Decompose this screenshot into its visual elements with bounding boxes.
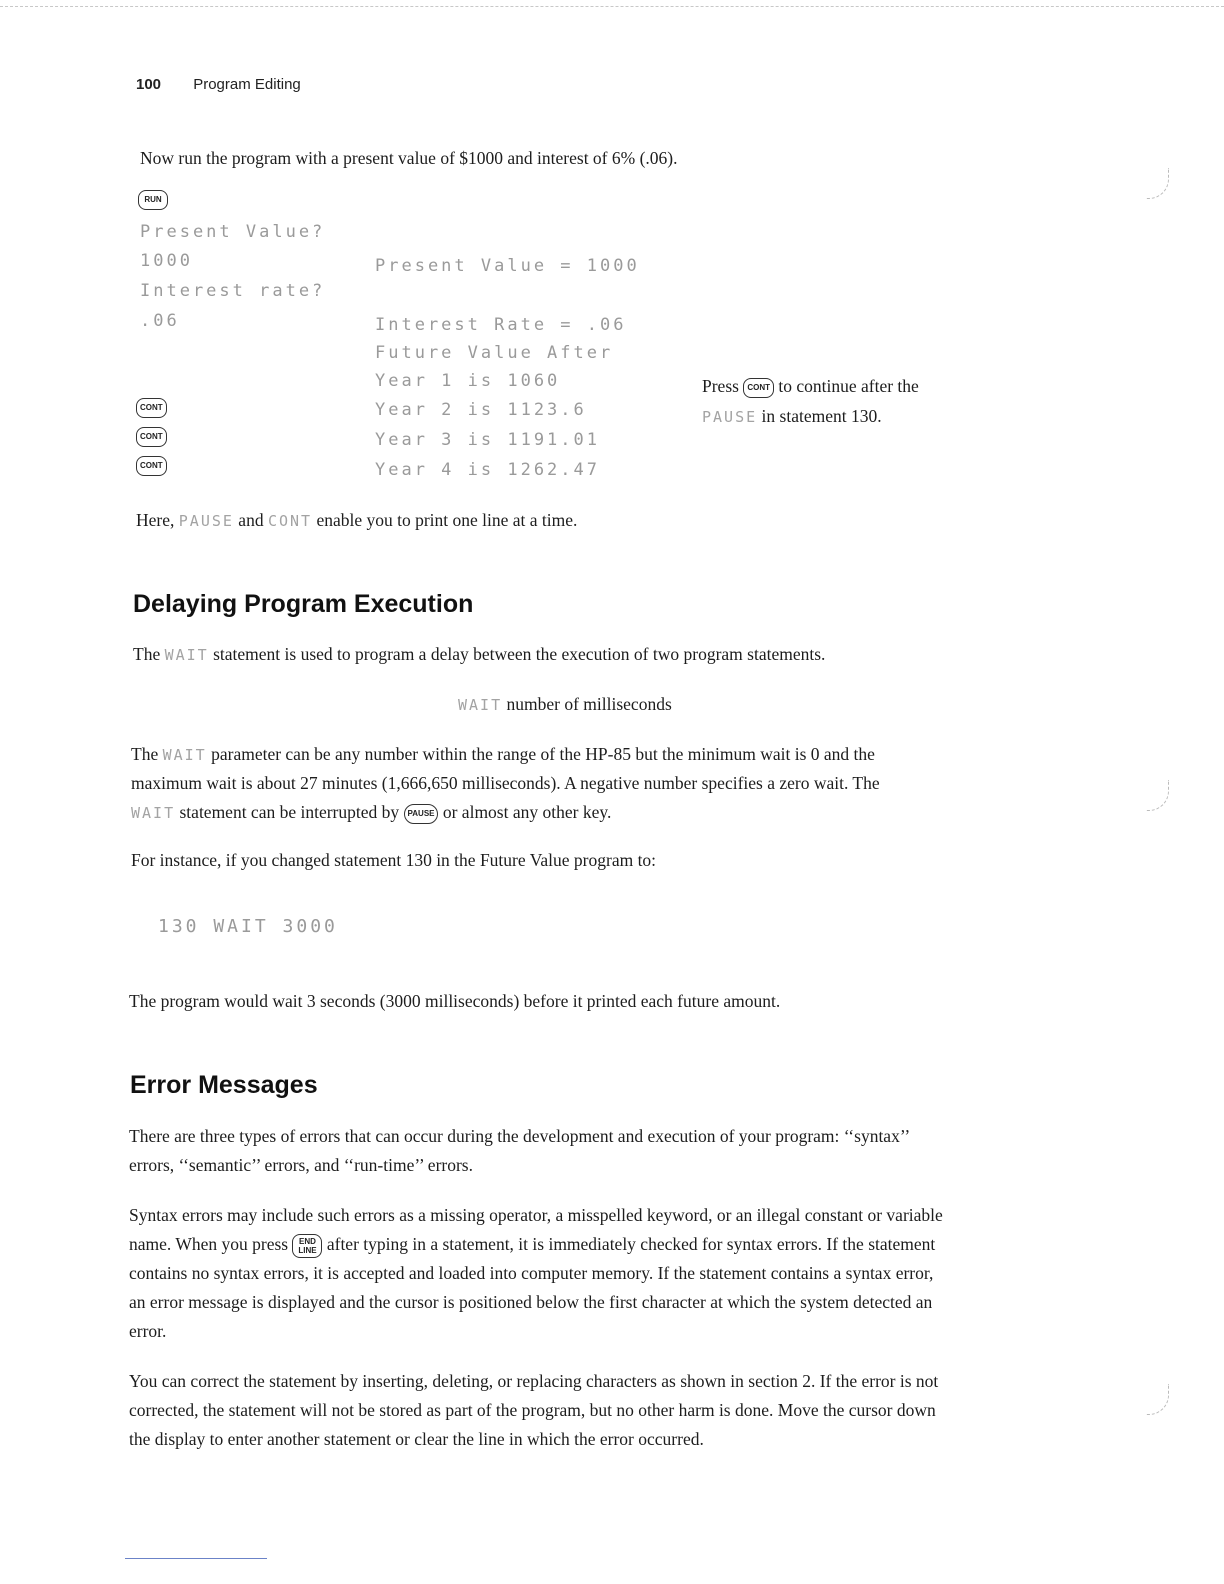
text-span: parameter can be any number within the range of the HP-85 but the minimum wait is 0 and the [211,744,875,764]
wait-keyword: WAIT [458,696,503,714]
correct-para-line2: corrected, the statement will not be stored as part of the program, but no other harm is done. Move the cursor down [129,1400,936,1420]
wait-keyword: WAIT [164,646,209,664]
intro-paragraph: Now run the program with a present value of $1000 and interest of 6% (.06). [140,148,678,168]
text-span: or almost any other key. [442,802,612,822]
side-note [702,372,919,401]
key-text: END [299,1236,316,1246]
cont-keyword: CONT [267,512,313,530]
text-span: statement can be interrupted by [179,802,400,822]
text-span: after typing in a statement, it is immediately checked for syntax errors. If the statement [326,1234,936,1254]
errors-para1-line2: errors, ‘‘semantic’’ errors, and ‘‘run-time’’ errors. [129,1155,473,1175]
page-header [136,76,301,93]
text-span: Here, [136,510,175,530]
wait-parameter-line1 [131,740,1031,770]
display-line: .06 [140,311,180,331]
cont-key-icon: CONT [136,398,167,418]
display-line: Year 3 is 1191.01 [375,430,600,450]
page-number: 100 [136,76,162,93]
display-line: Year 4 is 1262.47 [375,460,600,480]
text-span: The [131,744,159,764]
text-span: The [133,644,161,664]
cont-key-icon: CONT [743,378,774,398]
syntax-para-line3: contains no syntax errors, it is accepted and loaded into computer memory. If the statement contains a syntax error, [129,1263,934,1283]
margin-mark [1146,168,1169,199]
margin-mark [1146,1384,1169,1415]
display-line: Present Value? [140,222,326,242]
display-line: 1000 [140,251,193,271]
section-heading-errors: Error Messages [130,1071,318,1099]
scan-artifact-line [0,6,1224,7]
syntax-para-line5: error. [129,1321,167,1341]
side-note-text: Press [702,376,739,396]
text-span: enable you to print one line at a time. [316,510,578,530]
running-head: Program Editing [193,76,301,93]
errors-para1-line1: There are three types of errors that can occur during the development and execution of your program: ‘‘syntax’’ [129,1126,911,1146]
display-line: Present Value = 1000 [375,256,640,276]
wait-parameter-line3 [131,798,611,828]
syntax-text: number of milliseconds [506,694,672,714]
cont-key-icon: CONT [136,456,167,476]
end-line-key-icon [292,1234,322,1258]
text-span: name. When you press [129,1234,289,1254]
correct-para-line3: the display to enter another statement or clear the line in which the error occurred. [129,1429,704,1449]
correct-para-line1: You can correct the statement by inserting, deleting, or replacing characters as shown in section 2. If the error is not [129,1371,939,1391]
text-span: statement is used to program a delay between the execution of two program statements. [213,644,826,664]
margin-mark [1146,780,1169,811]
code-example: 130 WAIT 3000 [158,916,338,937]
wait-keyword: WAIT [162,746,207,764]
wait-keyword: WAIT [131,804,176,822]
wait-intro-paragraph [133,640,825,670]
side-note-line2 [702,402,882,432]
syntax-para-line4: an error message is displayed and the cursor is positioned below the first character at which the system detected an [129,1292,933,1312]
display-line: Future Value After [375,343,614,363]
run-key-icon: RUN [138,190,168,210]
footer-rule [125,1558,267,1559]
display-line: Year 1 is 1060 [375,371,561,391]
pause-key-icon: PAUSE [404,804,439,824]
here-paragraph [136,506,577,536]
key-text: LINE [298,1245,317,1255]
syntax-para-line1: Syntax errors may include such errors as a missing operator, a misspelled keyword, or an illegal constant or variable [129,1205,943,1225]
wait-result-paragraph: The program would wait 3 seconds (3000 milliseconds) before it printed each future amount. [129,991,781,1011]
display-line: Year 2 is 1123.6 [375,400,587,420]
section-heading-delaying: Delaying Program Execution [133,590,474,618]
display-line: Interest rate? [140,281,326,301]
syntax-para-line2 [129,1230,935,1259]
pause-keyword: PAUSE [178,512,234,530]
wait-syntax [458,690,672,720]
wait-parameter-line2: maximum wait is about 27 minutes (1,666,650 milliseconds). A negative number specifies a zero wait. The [131,773,880,793]
for-instance-paragraph: For instance, if you changed statement 130 in the Future Value program to: [131,850,657,870]
pause-keyword: PAUSE [702,408,758,426]
side-note-text: in statement 130. [761,406,882,426]
text-span: and [238,510,264,530]
side-note-text: to continue after the [778,376,919,396]
cont-key-icon: CONT [136,427,167,447]
display-line: Interest Rate = .06 [375,315,627,335]
